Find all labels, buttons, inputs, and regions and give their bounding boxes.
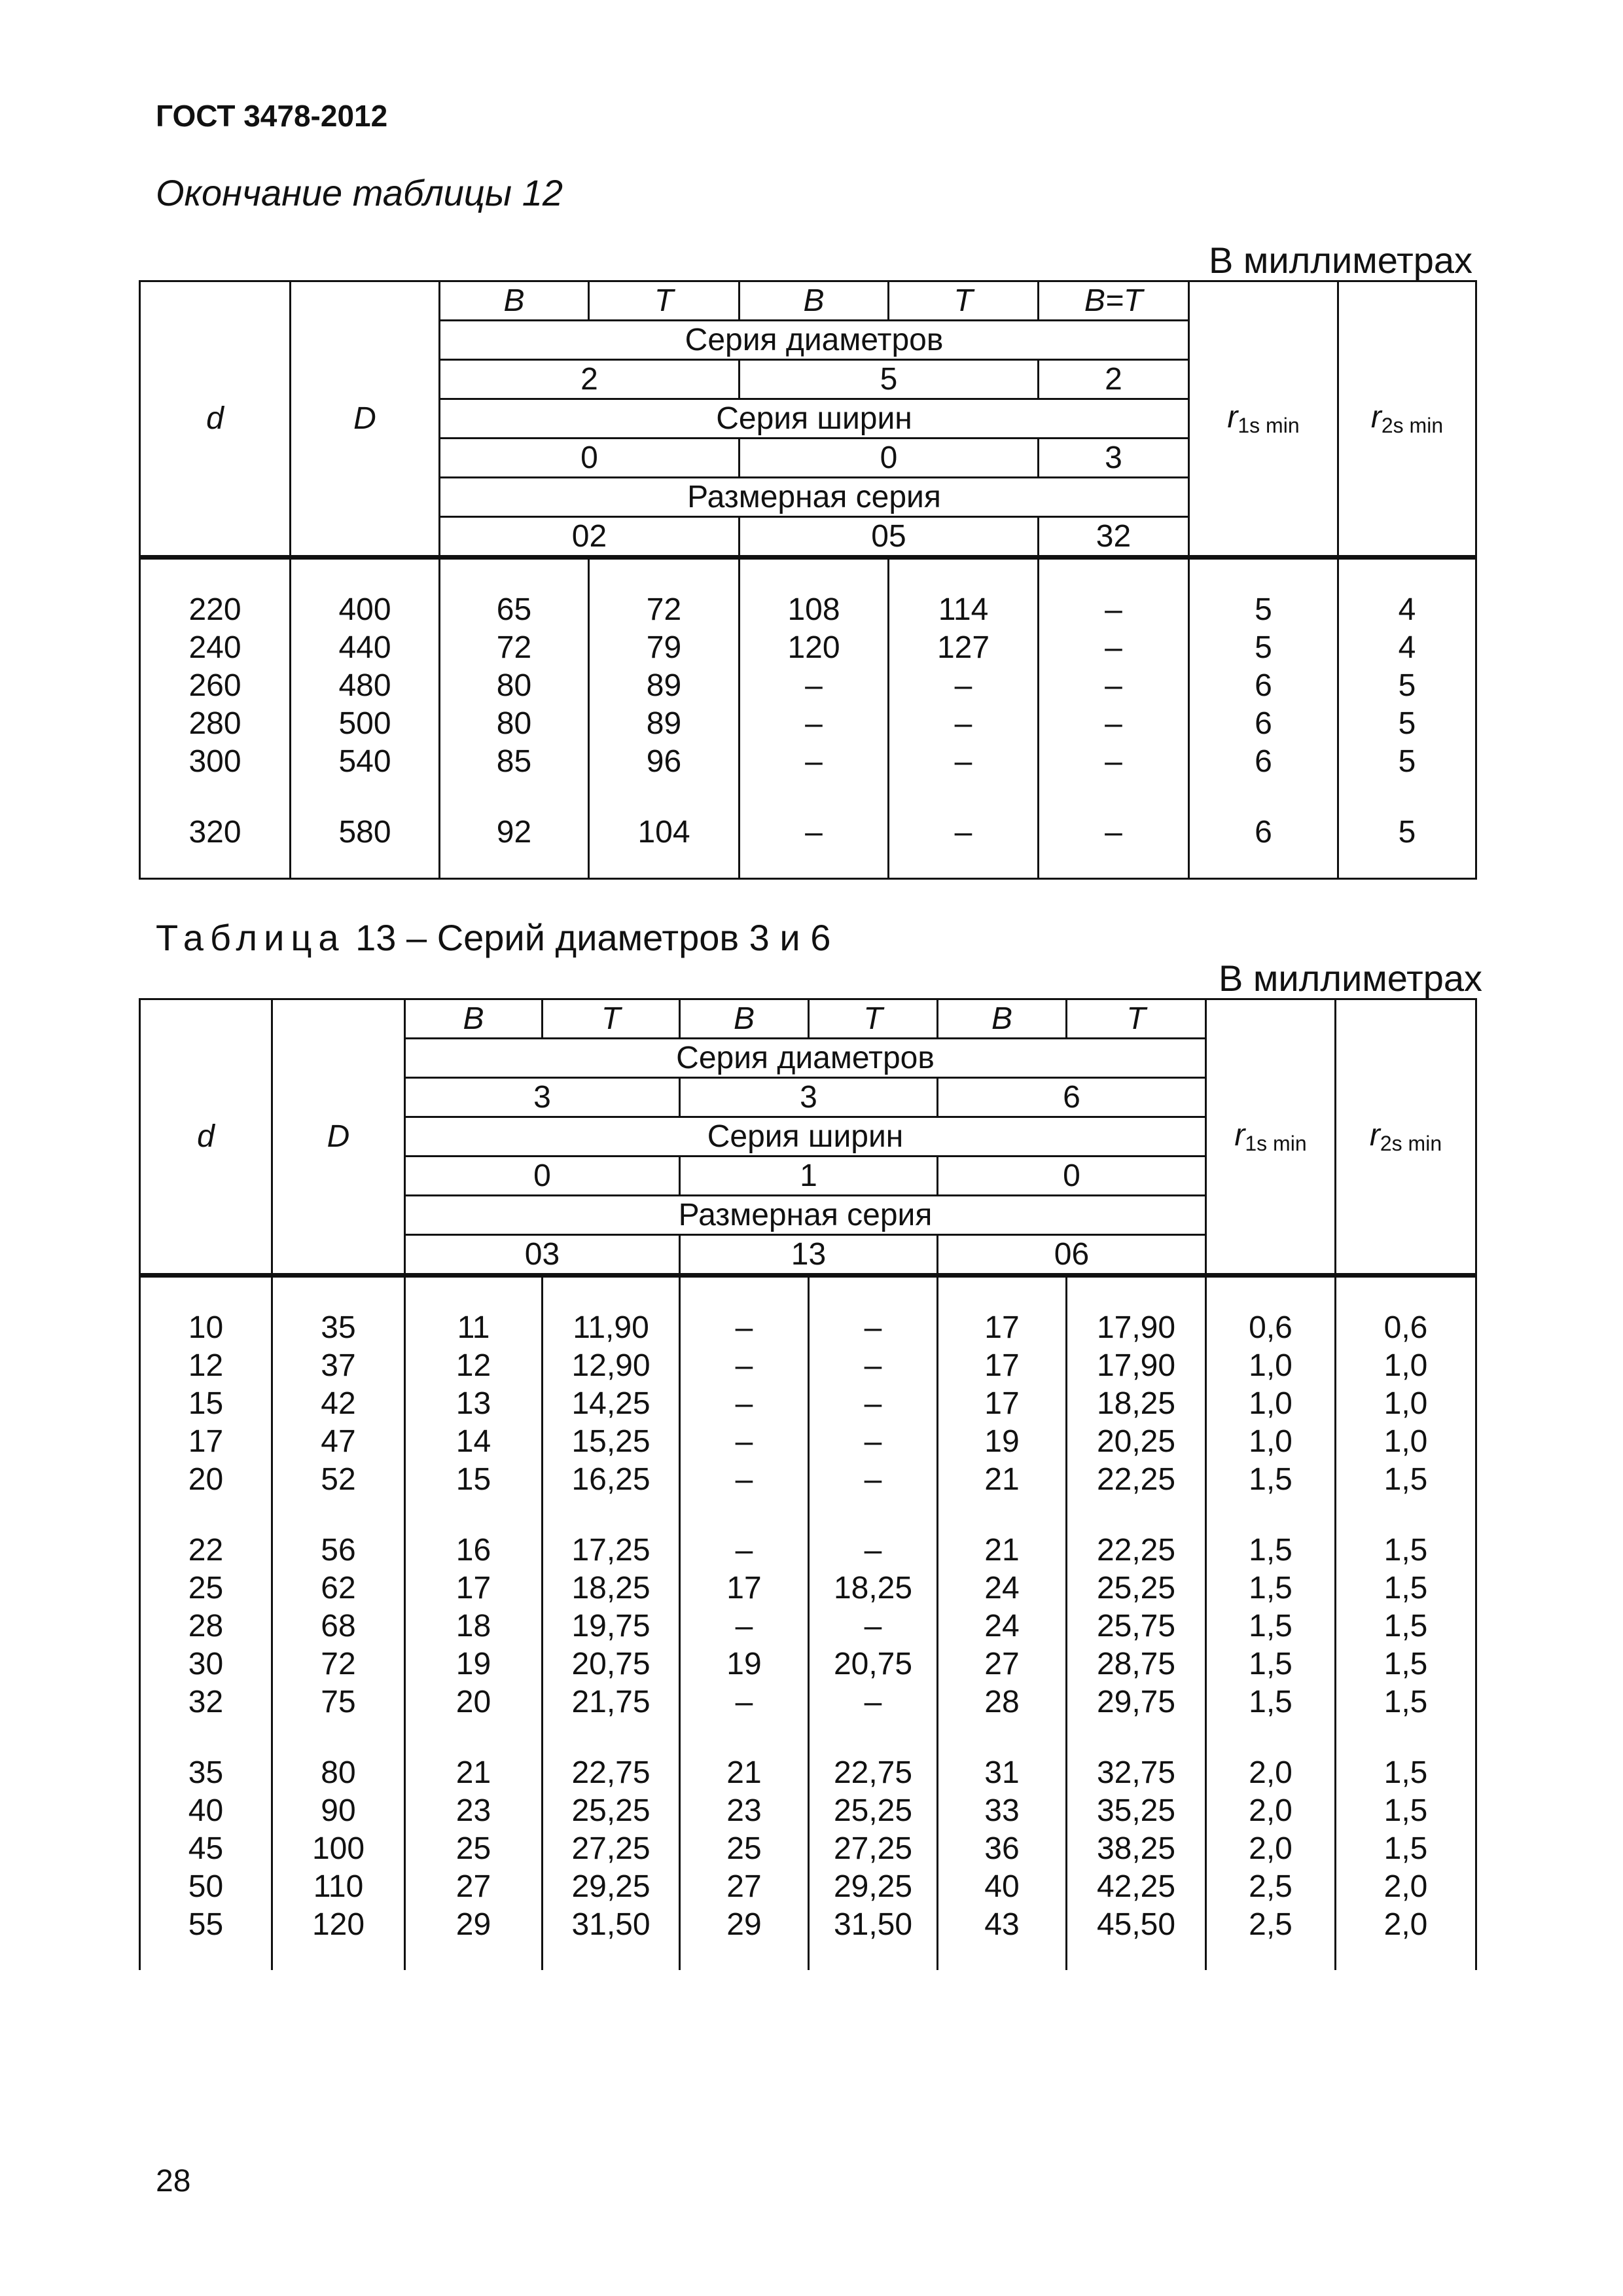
table-cell: 21 [455, 1755, 491, 1790]
col-r2-header: $r_{2s min}$ [1336, 999, 1476, 1276]
table-cell: 27 [984, 1647, 1020, 1681]
table-cell: 1,5 [1249, 1571, 1293, 1605]
table-cell: 100 [312, 1831, 365, 1866]
table-cell: 90 [321, 1793, 356, 1828]
table-cell: 25,25 [1096, 1571, 1176, 1605]
width-series-value: 0 [938, 1157, 1206, 1196]
data-column [1336, 1276, 1476, 1971]
table-cell: 38,25 [1096, 1831, 1176, 1866]
diameter-series-value: 6 [938, 1078, 1206, 1117]
table-cell: 24 [984, 1609, 1020, 1643]
table-cell: 12 [188, 1348, 224, 1383]
table-cell: 43 [984, 1907, 1020, 1942]
table-cell: 20,75 [571, 1647, 651, 1681]
table-cell: 6 [1255, 815, 1272, 850]
table-cell: 17 [984, 1310, 1020, 1345]
col-r1-header: $r_{1s min}$ [1206, 999, 1336, 1276]
table-cell: 32 [188, 1685, 224, 1719]
table-cell: 25,75 [1096, 1609, 1176, 1643]
table-cell: 22 [188, 1533, 224, 1568]
table-cell: 37 [321, 1348, 356, 1383]
table-cell: 18,25 [1096, 1386, 1176, 1421]
table-cell: 31,50 [571, 1907, 651, 1942]
data-column [1338, 558, 1476, 879]
table-cell: 40 [984, 1869, 1020, 1904]
table-cell: – [735, 1386, 753, 1421]
table-cell: – [1105, 744, 1122, 779]
table-cell: 31,50 [833, 1907, 913, 1942]
table-cell: – [1105, 706, 1122, 741]
dimension-series-value: 32 [1039, 517, 1189, 558]
table-cell: 30 [188, 1647, 224, 1681]
table-cell: 45 [188, 1831, 224, 1866]
table-cell: 5 [1398, 668, 1416, 703]
col-r1-header: $r_{1s min}$ [1189, 281, 1338, 558]
data-column [1189, 558, 1338, 879]
data-column [140, 558, 291, 879]
table-cell: 17,90 [1096, 1348, 1176, 1383]
table-cell: 19 [726, 1647, 762, 1681]
table-cell: – [805, 668, 823, 703]
table-cell: 0,6 [1383, 1310, 1428, 1345]
table-cell: 29,25 [571, 1869, 651, 1904]
table-cell: 1,5 [1383, 1571, 1428, 1605]
col-label: T [1067, 999, 1206, 1039]
table-cell: – [805, 706, 823, 741]
table-cell: – [805, 744, 823, 779]
table-cell: 1,5 [1383, 1609, 1428, 1643]
table-cell: – [864, 1685, 882, 1719]
table-cell: 13 [455, 1386, 491, 1421]
table-cell: 6 [1255, 744, 1272, 779]
table-cell: 540 [338, 744, 391, 779]
table-cell: 17 [726, 1571, 762, 1605]
col-r2-header: $r_{2s min}$ [1338, 281, 1476, 558]
dimension-series-title: Размерная серия [405, 1196, 1206, 1235]
table-cell: 42,25 [1096, 1869, 1176, 1904]
data-row-block [140, 558, 1476, 879]
table-cell: 19 [984, 1424, 1020, 1459]
table-cell: 15 [455, 1462, 491, 1497]
table-cell: 114 [938, 592, 989, 627]
table-cell: 480 [338, 668, 391, 703]
data-column [291, 558, 440, 879]
table-cell: 20 [455, 1685, 491, 1719]
table-cell: – [954, 668, 972, 703]
table-cell: 23 [455, 1793, 491, 1828]
table-cell: 17 [188, 1424, 224, 1459]
table-cell: 14,25 [571, 1386, 651, 1421]
table-cell: 29,25 [833, 1869, 913, 1904]
table-cell: 2,0 [1249, 1793, 1293, 1828]
table-cell: 25,25 [571, 1793, 651, 1828]
table-cell: 440 [338, 630, 391, 665]
table-cell: – [735, 1310, 753, 1345]
table-cell: 80 [496, 668, 532, 703]
table-cell: 72 [321, 1647, 356, 1681]
table-cell: – [954, 815, 972, 850]
col-label: T [809, 999, 938, 1039]
table-cell: 24 [984, 1571, 1020, 1605]
dimension-series-value: 03 [405, 1235, 680, 1276]
table-cell: 6 [1255, 668, 1272, 703]
table-cell: 17 [984, 1348, 1020, 1383]
table-cell: – [954, 744, 972, 779]
table-cell: 1,5 [1383, 1647, 1428, 1681]
table-cell: 104 [637, 815, 690, 850]
table-cell: 16,25 [571, 1462, 651, 1497]
table-cell: 52 [321, 1462, 356, 1497]
table-cell: 21 [726, 1755, 762, 1790]
table-cell: 1,5 [1249, 1462, 1293, 1497]
table-13-caption: Таблица 13 – Серий диаметров 3 и 6 [156, 917, 831, 958]
table-cell: 240 [188, 630, 241, 665]
table-cell: 85 [496, 744, 532, 779]
table-cell: 22,75 [571, 1755, 651, 1790]
col-D-header: D [291, 281, 440, 558]
table-12 [139, 280, 1477, 880]
table-cell: – [864, 1348, 882, 1383]
table-cell: 10 [188, 1310, 224, 1345]
table-cell: 56 [321, 1533, 356, 1568]
data-column [889, 558, 1039, 879]
col-D-header: D [272, 999, 405, 1276]
table-cell: 4 [1398, 592, 1416, 627]
table-cell: 12,90 [571, 1348, 651, 1383]
table-cell: 19 [455, 1647, 491, 1681]
table-cell: 17,90 [1096, 1310, 1176, 1345]
table-cell: 108 [787, 592, 840, 627]
table-cell: – [864, 1386, 882, 1421]
table-cell: 5 [1398, 744, 1416, 779]
table-cell: 2,0 [1249, 1755, 1293, 1790]
table-cell: 23 [726, 1793, 762, 1828]
table-cell: 500 [338, 706, 391, 741]
table-cell: 19,75 [571, 1609, 651, 1643]
table-cell: 55 [188, 1907, 224, 1942]
table-cell: – [954, 706, 972, 741]
table-cell: 14 [455, 1424, 491, 1459]
table-cell: 29 [726, 1907, 762, 1942]
table-cell: 17 [984, 1386, 1020, 1421]
dimension-series-value: 05 [740, 517, 1039, 558]
table-cell: 92 [496, 815, 532, 850]
table-cell: 1,0 [1249, 1424, 1293, 1459]
table-cell: 1,5 [1249, 1685, 1293, 1719]
table-cell: 25 [188, 1571, 224, 1605]
table-cell: 300 [188, 744, 241, 779]
table-cell: – [864, 1533, 882, 1568]
table-cell: 79 [646, 630, 682, 665]
table-cell: 5 [1255, 592, 1272, 627]
table-cell: 22,75 [833, 1755, 913, 1790]
data-column [809, 1276, 938, 1971]
data-column [740, 558, 889, 879]
table-cell: 21,75 [571, 1685, 651, 1719]
table-cell: 1,5 [1383, 1793, 1428, 1828]
width-series-value: 0 [405, 1157, 680, 1196]
table-cell: 22,25 [1096, 1533, 1176, 1568]
table-cell: 280 [188, 706, 241, 741]
table-cell: 42 [321, 1386, 356, 1421]
document-header: ГОСТ 3478-2012 [156, 99, 388, 133]
table-cell: 62 [321, 1571, 356, 1605]
width-series-value: 0 [740, 439, 1039, 478]
table-cell: 31 [984, 1755, 1020, 1790]
table-cell: 27,25 [571, 1831, 651, 1866]
table-cell: 1,0 [1249, 1348, 1293, 1383]
data-column [1039, 558, 1189, 879]
table-cell: 22,25 [1096, 1462, 1176, 1497]
table-cell: 25 [455, 1831, 491, 1866]
table-cell: – [864, 1609, 882, 1643]
table-cell: 580 [338, 815, 391, 850]
col-label: T [589, 281, 740, 321]
dimension-series-value: 02 [440, 517, 740, 558]
table-cell: – [735, 1348, 753, 1383]
data-column [140, 1276, 272, 1971]
table-cell: 40 [188, 1793, 224, 1828]
table-cell: 127 [936, 630, 990, 665]
table-cell: 18,25 [571, 1571, 651, 1605]
table-cell: 120 [787, 630, 840, 665]
col-label: T [543, 999, 680, 1039]
table-cell: 1,0 [1249, 1386, 1293, 1421]
table-cell: – [805, 815, 823, 850]
table-cell: 32,75 [1096, 1755, 1176, 1790]
table-cell: 1,0 [1383, 1348, 1428, 1383]
table-cell: 260 [188, 668, 241, 703]
table-cell: 80 [321, 1755, 356, 1790]
table-cell: – [1105, 592, 1122, 627]
table-cell: 89 [646, 668, 682, 703]
table-cell: – [735, 1462, 753, 1497]
table-cell: 400 [338, 592, 391, 627]
table-cell: 1,5 [1383, 1462, 1428, 1497]
table-cell: 72 [646, 592, 682, 627]
table-cell: 65 [496, 592, 532, 627]
table-cell: – [735, 1424, 753, 1459]
table-cell: 4 [1398, 630, 1416, 665]
table-13 [139, 998, 1477, 1970]
col-label: B [938, 999, 1067, 1039]
table-cell: 20 [188, 1462, 224, 1497]
table-cell: – [864, 1310, 882, 1345]
table-cell: 21 [984, 1533, 1020, 1568]
col-label: B [680, 999, 809, 1039]
table-cell: 20,75 [833, 1647, 913, 1681]
table-cell: 29 [455, 1907, 491, 1942]
table-cell: 18,25 [833, 1571, 913, 1605]
diameter-series-value: 5 [740, 360, 1039, 399]
width-series-title: Серия ширин [440, 399, 1189, 439]
diameter-series-title: Серия диаметров [405, 1039, 1206, 1078]
col-label: T [889, 281, 1039, 321]
table-cell: 110 [313, 1869, 364, 1904]
table-cell: 1,0 [1383, 1386, 1428, 1421]
diameter-series-value: 2 [440, 360, 740, 399]
col-label: B [405, 999, 543, 1039]
table-cell: 68 [321, 1609, 356, 1643]
dimension-series-title: Размерная серия [440, 478, 1189, 517]
table-cell: 50 [188, 1869, 224, 1904]
units-note-1: В миллиметрах [1208, 240, 1472, 281]
width-series-title: Серия ширин [405, 1117, 1206, 1157]
table-cell: 5 [1398, 815, 1416, 850]
table-cell: 11 [457, 1310, 490, 1345]
table-cell: 89 [646, 706, 682, 741]
width-series-value: 3 [1039, 439, 1189, 478]
data-column [589, 558, 740, 879]
table-cell: – [864, 1462, 882, 1497]
table-cell: 35 [321, 1310, 356, 1345]
units-note-2: В миллиметрах [1218, 958, 1482, 999]
table-cell: 72 [496, 630, 532, 665]
table-cell: 1,5 [1249, 1647, 1293, 1681]
data-column [272, 1276, 405, 1971]
table-cell: 28,75 [1096, 1647, 1176, 1681]
table-cell: 2,0 [1383, 1869, 1428, 1904]
table-cell: 20,25 [1096, 1424, 1176, 1459]
col-label: B=T [1039, 281, 1189, 321]
diameter-series-value: 2 [1039, 360, 1189, 399]
table-cell: 27 [455, 1869, 491, 1904]
table-cell: 220 [188, 592, 241, 627]
table-cell: – [735, 1533, 753, 1568]
data-column [440, 558, 589, 879]
table-cell: 28 [188, 1609, 224, 1643]
table-cell: 12 [455, 1348, 491, 1383]
diameter-series-value: 3 [680, 1078, 938, 1117]
table-cell: 15 [188, 1386, 224, 1421]
col-label: B [740, 281, 889, 321]
data-row-block [140, 1276, 1476, 1971]
table-cell: 27 [726, 1869, 762, 1904]
table-cell: 2,0 [1249, 1831, 1293, 1866]
table-cell: 120 [312, 1907, 365, 1942]
table-cell: 47 [321, 1424, 356, 1459]
table-cell: 5 [1398, 706, 1416, 741]
width-series-value: 0 [440, 439, 740, 478]
data-column [1067, 1276, 1206, 1971]
table-cell: 2,5 [1249, 1869, 1293, 1904]
dimension-series-value: 13 [680, 1235, 938, 1276]
col-d-header: d [140, 281, 291, 558]
table-cell: 1,5 [1383, 1685, 1428, 1719]
table-cell: 35 [188, 1755, 224, 1790]
data-column [1206, 1276, 1336, 1971]
diameter-series-title: Серия диаметров [440, 321, 1189, 360]
table-cell: 25 [726, 1831, 762, 1866]
data-column [680, 1276, 809, 1971]
table-cell: 36 [984, 1831, 1020, 1866]
table-cell: 6 [1255, 706, 1272, 741]
table-cell: 11,90 [573, 1310, 649, 1345]
diameter-series-value: 3 [405, 1078, 680, 1117]
table-cell: – [864, 1424, 882, 1459]
dimension-series-value: 06 [938, 1235, 1206, 1276]
table-cell: 17 [455, 1571, 491, 1605]
table-cell: 15,25 [571, 1424, 651, 1459]
table-cell: 25,25 [833, 1793, 913, 1828]
data-column [405, 1276, 543, 1971]
table-cell: 1,5 [1249, 1609, 1293, 1643]
table-cell: 1,5 [1383, 1533, 1428, 1568]
table-cell: 28 [984, 1685, 1020, 1719]
table-cell: 80 [496, 706, 532, 741]
col-d-header: d [140, 999, 272, 1276]
table-cell: 2,5 [1249, 1907, 1293, 1942]
table-cell: – [1105, 630, 1122, 665]
table-cell: 1,5 [1249, 1533, 1293, 1568]
table-cell: 320 [188, 815, 241, 850]
table-cell: – [1105, 815, 1122, 850]
table-cell: 75 [321, 1685, 356, 1719]
width-series-value: 1 [680, 1157, 938, 1196]
table-cell: 18 [455, 1609, 491, 1643]
data-column [938, 1276, 1067, 1971]
table-cell: – [735, 1609, 753, 1643]
table-cell: 1,0 [1383, 1424, 1428, 1459]
page-number: 28 [156, 2164, 191, 2198]
table-cell: 96 [646, 744, 682, 779]
table-cell: – [735, 1685, 753, 1719]
table-cell: 17,25 [571, 1533, 651, 1568]
table-cell: 1,5 [1383, 1831, 1428, 1866]
table-cell: – [1105, 668, 1122, 703]
table-cell: 21 [984, 1462, 1020, 1497]
data-column [543, 1276, 680, 1971]
table-continuation-title: Окончание таблицы 12 [156, 172, 563, 213]
table-cell: 2,0 [1383, 1907, 1428, 1942]
table-cell: 5 [1255, 630, 1272, 665]
table-cell: 1,5 [1383, 1755, 1428, 1790]
table-cell: 0,6 [1249, 1310, 1293, 1345]
table-cell: 16 [455, 1533, 491, 1568]
table-cell: 27,25 [833, 1831, 913, 1866]
table-cell: 29,75 [1096, 1685, 1176, 1719]
table-cell: 35,25 [1096, 1793, 1176, 1828]
col-label: B [440, 281, 589, 321]
table-cell: 45,50 [1096, 1907, 1176, 1942]
table-cell: 33 [984, 1793, 1020, 1828]
